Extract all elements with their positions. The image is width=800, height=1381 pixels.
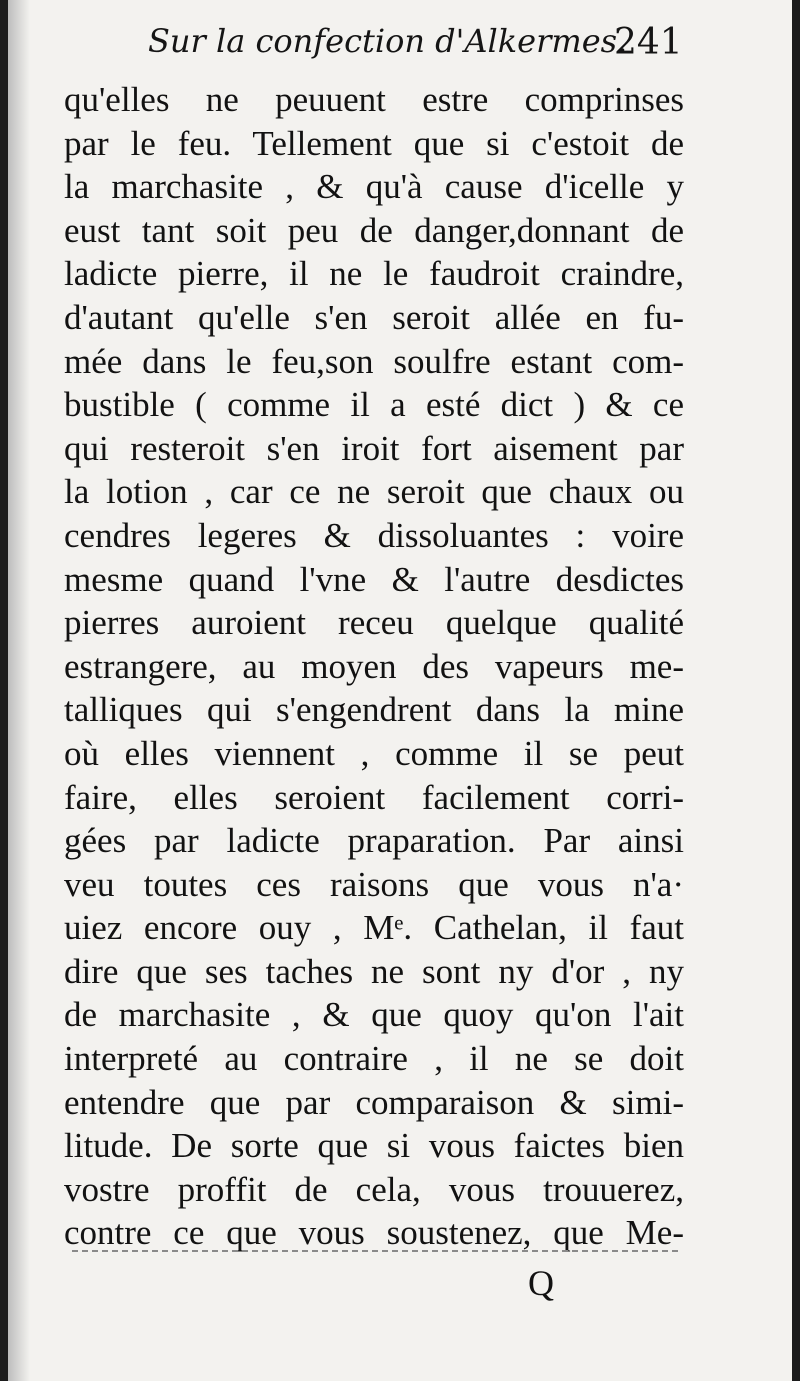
bottom-rule xyxy=(72,1250,678,1252)
text-line: faire, elles seroient facilement corri- xyxy=(64,777,684,817)
text-line: talliques qui s'engendrent dans la mine xyxy=(64,690,684,730)
text-line: dire que ses taches ne sont ny d'or , ny xyxy=(64,951,684,991)
page-gutter-shadow xyxy=(8,0,30,1381)
page-number: 241 xyxy=(614,22,683,63)
text-line: ladicte pierre, il ne le faudroit craindre, xyxy=(64,254,684,294)
text-line: gées par ladicte praparation. Par ainsi xyxy=(64,821,684,861)
text-line: d'autant qu'elle s'en seroit allée en fu- xyxy=(64,297,684,337)
text-line: où elles viennent , comme il se peut xyxy=(64,733,684,773)
book-page xyxy=(8,0,792,1381)
text-line: uiez encore ouy , Mᵉ. Cathelan, il faut xyxy=(64,908,684,948)
text-line: cendres legeres & dissoluantes : voire xyxy=(64,515,684,555)
page-header xyxy=(8,14,792,78)
text-line: pierres auroient receu quelque qualité xyxy=(64,603,684,643)
catchword: Q xyxy=(528,1263,554,1303)
text-line: la marchasite , & qu'à cause d'icelle y xyxy=(64,167,684,207)
text-line: la lotion , car ce ne seroit que chaux ou xyxy=(64,472,684,512)
text-line: qu'elles ne peuuent estre comprinses xyxy=(64,80,684,119)
text-line: veu toutes ces raisons que vous n'a· xyxy=(64,864,684,904)
text-line: de marchasite , & que quoy qu'on l'ait xyxy=(64,995,684,1035)
text-line: mée dans le feu,son soulfre estant com- xyxy=(64,341,684,381)
text-line: eust tant soit peu de danger,donnant de xyxy=(64,210,684,250)
text-line: vostre proffit de cela, vous trouuerez, xyxy=(64,1169,684,1209)
text-line: litude. De sorte que si vous faictes bien xyxy=(64,1126,684,1166)
text-line: qui resteroit s'en iroit fort aisement par xyxy=(64,428,684,468)
text-line: mesme quand l'vne & l'autre desdictes xyxy=(64,559,684,599)
body-text xyxy=(64,78,684,1255)
running-head: Sur la confection d'Alkermes. xyxy=(148,22,628,60)
text-line: par le feu. Tellement que si c'estoit de xyxy=(64,123,684,163)
text-line: estrangere, au moyen des vapeurs me- xyxy=(64,646,684,686)
text-line: interpreté au contraire , il ne se doit xyxy=(64,1039,684,1079)
text-line: bustible ( comme il a esté dict ) & ce xyxy=(64,385,684,425)
text-line: contre ce que vous soustenez, que Me- xyxy=(64,1213,684,1253)
text-line: entendre que par comparaison & simi- xyxy=(64,1082,684,1122)
